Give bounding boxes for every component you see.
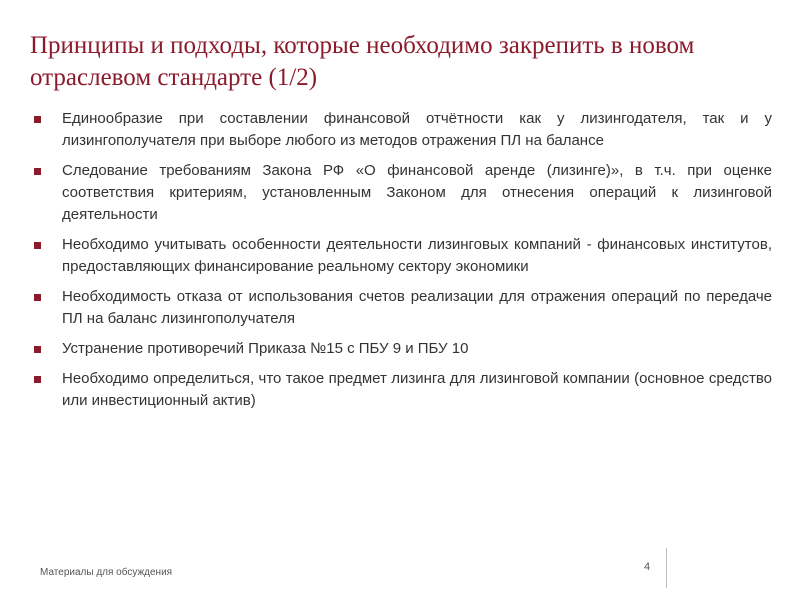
bullet-text: Устранение противоречий Приказа №15 с ПБУ 9 и ПБУ 10 (62, 340, 469, 357)
bullet-list (34, 108, 772, 420)
square-bullet-icon (34, 242, 41, 249)
bullet-text: Необходимость отказа от использования счетов реализации для отражения операций по передаче ПЛ на баланс лизингополучателя (62, 288, 772, 327)
bullet-text: Необходимо учитывать особенности деятельности лизинговых компаний - финансовых институтов, предоставляющих финансирование реальному сектору экономики (62, 236, 772, 275)
bullet-text: Единообразие при составлении финансовой отчётности как у лизингодателя, так и у лизингополучателя при выборе любого из методов отражения ПЛ на балансе (62, 110, 772, 149)
bullet-text: Следование требованиям Закона РФ «О финансовой аренде (лизинге)», в т.ч. при оценке соответствия критериям, установленным Законом для отнесения операций к лизинговой деятельности (62, 162, 772, 223)
square-bullet-icon (34, 346, 41, 353)
bullet-item (34, 108, 772, 152)
bullet-item (34, 286, 772, 330)
slide-title: Принципы и подходы, которые необходимо закрепить в новом отраслевом стандарте (1/2) (30, 32, 695, 91)
bullet-text: Необходимо определиться, что такое предмет лизинга для лизинговой компании (основное средство или инвестиционный актив) (62, 370, 772, 409)
page-number: 4 (644, 561, 651, 573)
square-bullet-icon (34, 376, 41, 383)
bullet-item (34, 338, 772, 360)
bullet-item (34, 368, 772, 412)
footer-divider (666, 548, 667, 588)
square-bullet-icon (34, 116, 41, 123)
square-bullet-icon (34, 168, 41, 175)
bullet-item (34, 160, 772, 226)
square-bullet-icon (34, 294, 41, 301)
bullet-item (34, 234, 772, 278)
footer-note: Материалы для обсуждения (40, 567, 173, 578)
